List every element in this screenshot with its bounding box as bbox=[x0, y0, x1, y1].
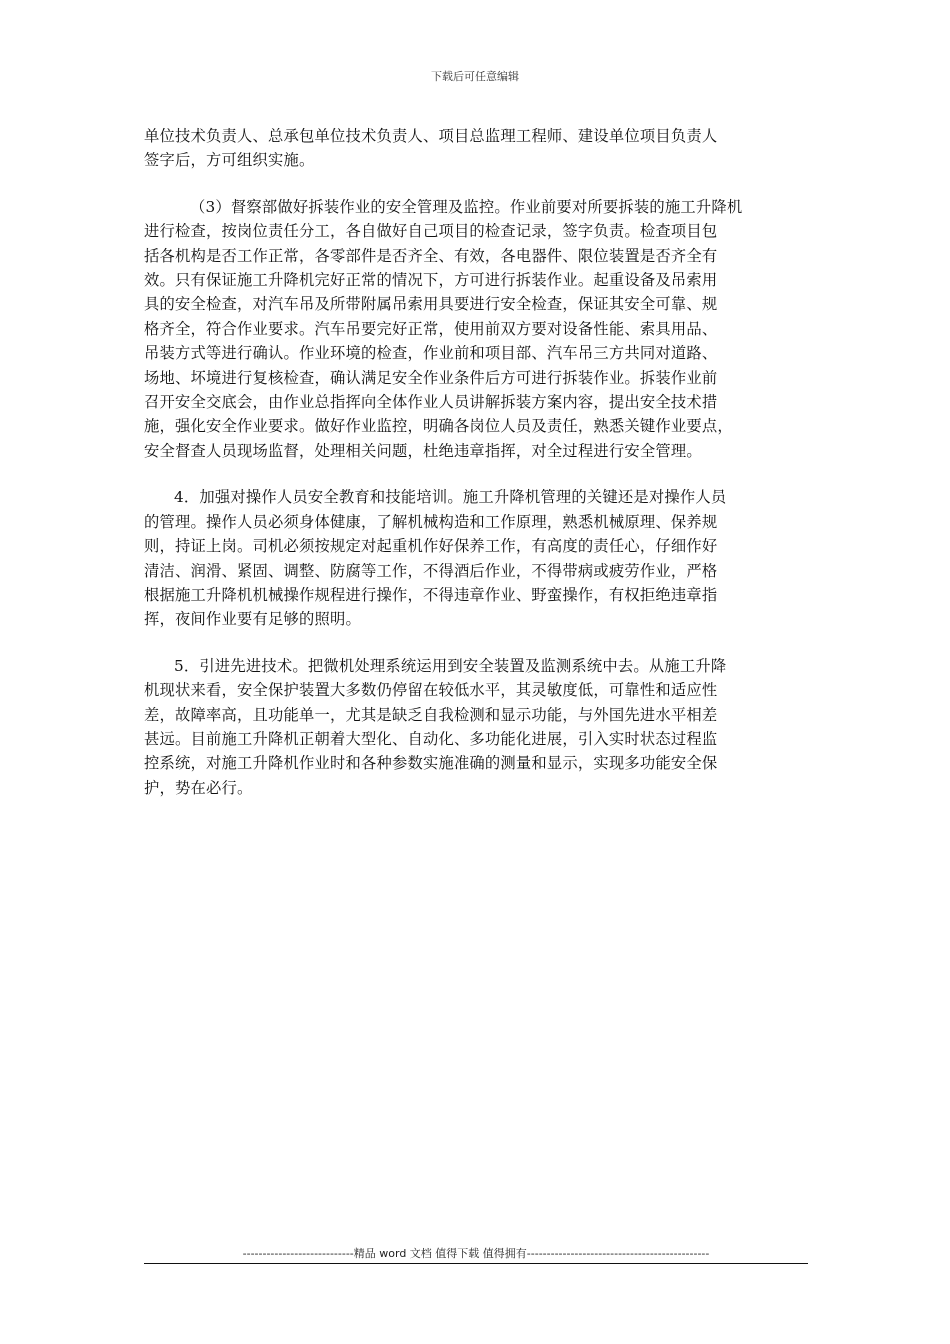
text-line: 签字后，方可组织实施。 bbox=[144, 151, 315, 170]
text-line: 括各机构是否工作正常，各零部件是否齐全、有效，各电器件、限位装置是否齐全有 bbox=[144, 246, 718, 265]
text-line: 施，强化安全作业要求。做好作业监控，明确各岗位人员及责任，熟悉关键作业要点， bbox=[144, 417, 733, 436]
text-line: 安全督查人员现场监督，处理相关问题，杜绝违章指挥，对全过程进行安全管理。 bbox=[144, 441, 702, 460]
footer-divider bbox=[144, 1263, 808, 1264]
page-footer: ----------------------------精品 word 文档 值得下载 值得拥有---------------------------------------------- bbox=[242, 1247, 710, 1260]
text-line: 格齐全，符合作业要求。汽车吊要完好正常，使用前双方要对设备性能、索具用品、 bbox=[144, 319, 718, 338]
paragraph-supervision bbox=[144, 195, 808, 463]
text-line: 护，势在必行。 bbox=[144, 778, 253, 797]
text-line: 4．加强对操作人员安全教育和技能培训。施工升降机管理的关键还是对操作人员 bbox=[174, 488, 727, 507]
page-header: 下载后可任意编辑 bbox=[431, 70, 519, 83]
paragraph-advanced-technology bbox=[144, 654, 808, 800]
text-line: 进行检查，按岗位责任分工，各自做好自己项目的检查记录，签字负责。检查项目包 bbox=[144, 222, 718, 241]
text-line: 效。只有保证施工升降机完好正常的情况下，方可进行拆装作业。起重设备及吊索用 bbox=[144, 271, 718, 290]
text-line: 具的安全检查，对汽车吊及所带附属吊索用具要进行安全检查，保证其安全可靠、规 bbox=[144, 295, 718, 314]
text-line: 差，故障率高，且功能单一，尤其是缺乏自我检测和显示功能，与外国先进水平相差 bbox=[144, 705, 718, 724]
text-line: （3）督察部做好拆装作业的安全管理及监控。作业前要对所要拆装的施工升降机 bbox=[190, 197, 743, 216]
text-line: 挥，夜间作业要有足够的照明。 bbox=[144, 610, 361, 629]
text-line: 控系统，对施工升降机作业时和各种参数实施准确的测量和显示，实现多功能安全保 bbox=[144, 754, 718, 773]
paragraph-approval bbox=[144, 124, 808, 173]
text-line: 甚远。目前施工升降机正朝着大型化、自动化、多功能化进展，引入实时状态过程监 bbox=[144, 729, 718, 748]
text-line: 机现状来看，安全保护装置大多数仍停留在较低水平，其灵敏度低，可靠性和适应性 bbox=[144, 681, 718, 700]
paragraph-operator-training bbox=[144, 485, 808, 631]
text-line: 的管理。操作人员必须身体健康，了解机械构造和工作原理，熟悉机械原理、保养规 bbox=[144, 512, 718, 531]
text-line: 清洁、润滑、紧固、调整、防腐等工作，不得酒后作业，不得带病或疲劳作业，严格 bbox=[144, 561, 718, 580]
text-line: 召开安全交底会，由作业总指挥向全体作业人员讲解拆装方案内容，提出安全技术措 bbox=[144, 393, 718, 412]
text-line: 则，持证上岗。司机必须按规定对起重机作好保养工作，有高度的责任心，仔细作好 bbox=[144, 537, 718, 556]
document-body bbox=[144, 124, 808, 822]
text-line: 单位技术负责人、总承包单位技术负责人、项目总监理工程师、建设单位项目负责人 bbox=[144, 127, 718, 145]
text-line: 5．引进先进技术。把微机处理系统运用到安全装置及监测系统中去。从施工升降 bbox=[174, 656, 727, 675]
text-line: 根据施工升降机机械操作规程进行操作，不得违章作业、野蛮操作，有权拒绝违章指 bbox=[144, 585, 718, 604]
text-line: 场地、坏境进行复核检查，确认满足安全作业条件后方可进行拆装作业。拆装作业前 bbox=[144, 368, 718, 387]
text-line: 吊装方式等进行确认。作业环境的检查，作业前和项目部、汽车吊三方共同对道路、 bbox=[144, 344, 718, 363]
